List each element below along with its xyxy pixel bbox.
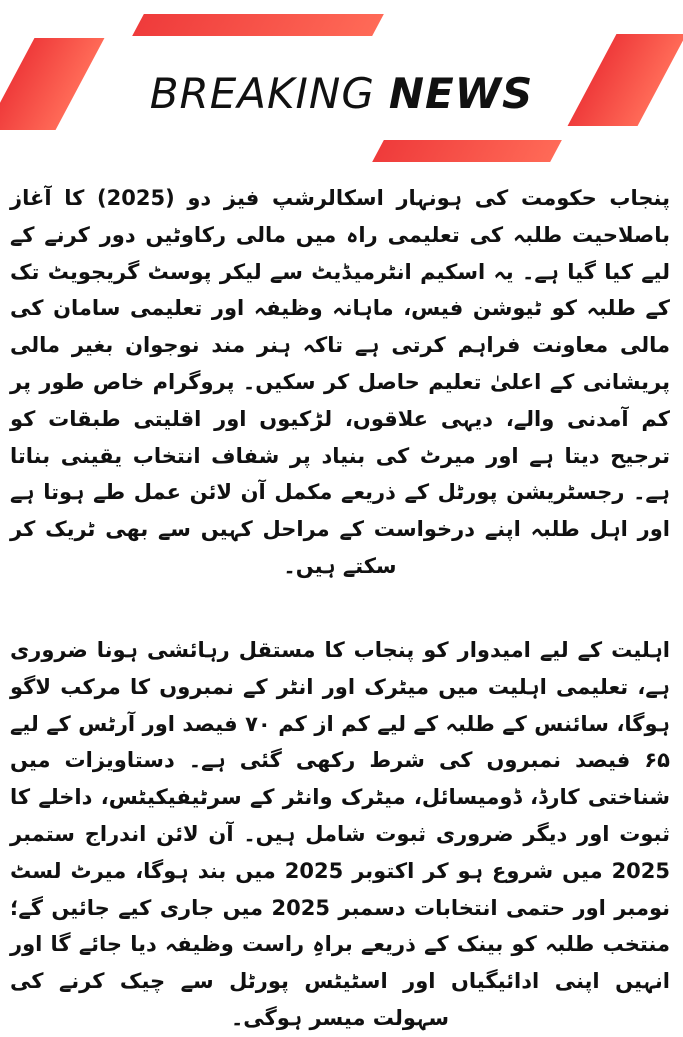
banner-stripe-top xyxy=(132,14,384,36)
banner-word-breaking: BREAKING xyxy=(149,68,375,118)
banner-word-news: NEWS xyxy=(388,68,534,118)
banner-stripe-bottom xyxy=(372,140,562,162)
article-paragraph-1: پنجاب حکومت کی ہونہار اسکالرشپ فیز دو (2025) کا آغاز باصلاحیت طلبہ کی تعلیمی راہ میں مالی رکاوٹیں دور کرنے کے لیے کیا گیا ہے۔ یہ اسکیم انٹرمیڈیٹ سے لیکر پوسٹ گریجویٹ تک کے طلبہ کو ٹیوشن فیس، ماہانہ وظیفہ اور تعلیمی سامان کی مالی معاونت فراہم کرتی ہے تاکہ ہنر مند نوجوان بغیر مالی پریشانی کے اعلیٰ تعلیم حاصل کر سکیں۔ پروگرام خاص طور پر کم آمدنی والے، دیہی علاقوں، لڑکیوں اور اقلیتی طبقات کو ترجیح دیتا ہے اور میرٹ کی بنیاد پر شفاف انتخاب یقینی بناتا ہے۔ رجسٹریشن پورٹل کے ذریعے مکمل آن لائن عمل طے ہوتا ہے اور اہل طلبہ اپنے درخواست کے مراحل کہیں سے بھی ٹریک کر سکتے ہیں۔ xyxy=(10,186,670,578)
breaking-news-banner xyxy=(0,58,683,128)
article-paragraph-2: اہلیت کے لیے امیدوار کو پنجاب کا مستقل رہائشی ہونا ضروری ہے، تعلیمی اہلیت میں میٹرک اور انٹر کے نمبروں کا مرکب لاگو ہوگا، سائنس کے طلبہ کے لیے کم از کم ۷۰ فیصد اور آرٹس کے لیے ۶۵ فیصد نمبروں کی شرط رکھی گئی ہے۔ دستاویزات میں شناختی کارڈ، ڈومیسائل، میٹرک وانٹر کے سرٹیفیکیٹس، داخلے کا ثبوت اور دیگر ضروری ثبوت شامل ہیں۔ آن لائن اندراج ستمبر 2025 میں شروع ہو کر اکتوبر 2025 میں بند ہوگا، میرٹ لسٹ نومبر اور حتمی انتخابات دسمبر 2025 میں جاری کیے جائیں گے؛ منتخب طلبہ کو بینک کے ذریعے براہِ راست وظیفہ دیا جائے گا اور انہیں اپنی ادائیگیاں اور اسٹیٹس پورٹل سے چیک کرنے کی سہولت میسر ہوگی۔ xyxy=(10,638,671,1030)
